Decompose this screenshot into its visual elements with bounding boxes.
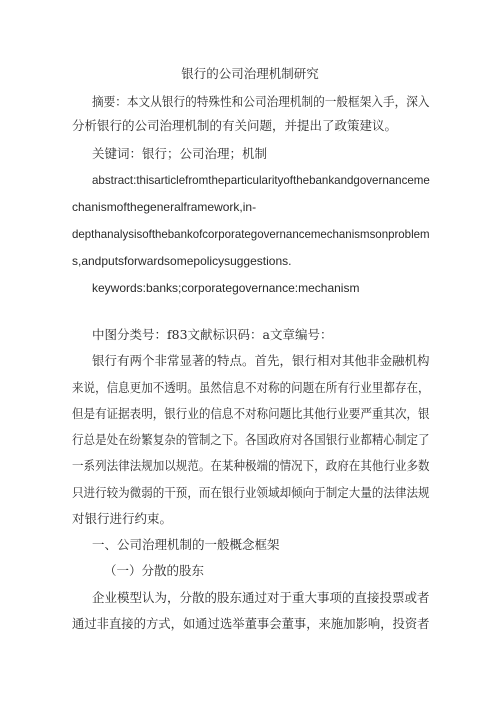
- abstract-cn-line-1: 摘要：本文从银行的特殊性和公司治理机制的一般框架入手，深入: [92, 94, 430, 109]
- body-p1-line-5: 一系列法律法规加以规范。在某种极端的情况下，政府在其他行业多数: [72, 458, 430, 473]
- abstract-cn-line-2: 分析银行的公司治理机制的有关问题，并提出了政策建议。: [72, 118, 398, 133]
- section-heading: 一、公司治理机制的一般概念框架: [92, 537, 280, 552]
- body-p1-line-2: 来说，信息更加不透明。虽然信息不对称的问题在所有行业里都存在，: [72, 380, 430, 395]
- abstract-en-line-1: abstract:thisarticlefromtheparticularityofthebankandgovernanceme: [92, 173, 430, 187]
- keywords-en: keywords:banks;corporategovernance:mechanism: [92, 281, 360, 295]
- classification-line: 中图分类号：f83文献标识码：a文章编号：: [92, 327, 333, 342]
- document-title: 银行的公司治理机制研究: [181, 66, 319, 81]
- body-p1-line-1: 银行有两个非常显著的特点。首先，银行相对其他非金融机构: [92, 353, 430, 368]
- subsection-heading: （一）分散的股东: [104, 563, 205, 578]
- abstract-en-line-2: chanismofthegeneralframework,in-: [72, 200, 257, 214]
- body-p1-line-7: 对银行进行约束。: [72, 511, 173, 526]
- keywords-cn: 关键词：银行；公司治理；机制: [92, 146, 268, 161]
- body-p1-line-4: 行总是处在纷繁复杂的管制之下。各国政府对各国银行业都精心制定了: [72, 432, 430, 447]
- abstract-en-line-4: s,andputsforwardsomepolicysuggestions.: [72, 254, 292, 268]
- body-p2-line-2: 通过非直接的方式，如通过选举董事会董事，来施加影响，投资者: [72, 616, 430, 631]
- body-p2-line-1: 企业模型认为，分散的股东通过对于重大事项的直接投票或者: [92, 590, 430, 605]
- body-p1-line-6: 只进行较为微弱的干预，而在银行业领域却倾向于制定大量的法律法规: [72, 485, 430, 500]
- abstract-en-line-3: depthanalysisofthebankofcorporategovernancemechanismsonproblem: [72, 227, 430, 241]
- body-p1-line-3: 但是有证据表明，银行业的信息不对称问题比其他行业要严重其次，银: [72, 406, 430, 421]
